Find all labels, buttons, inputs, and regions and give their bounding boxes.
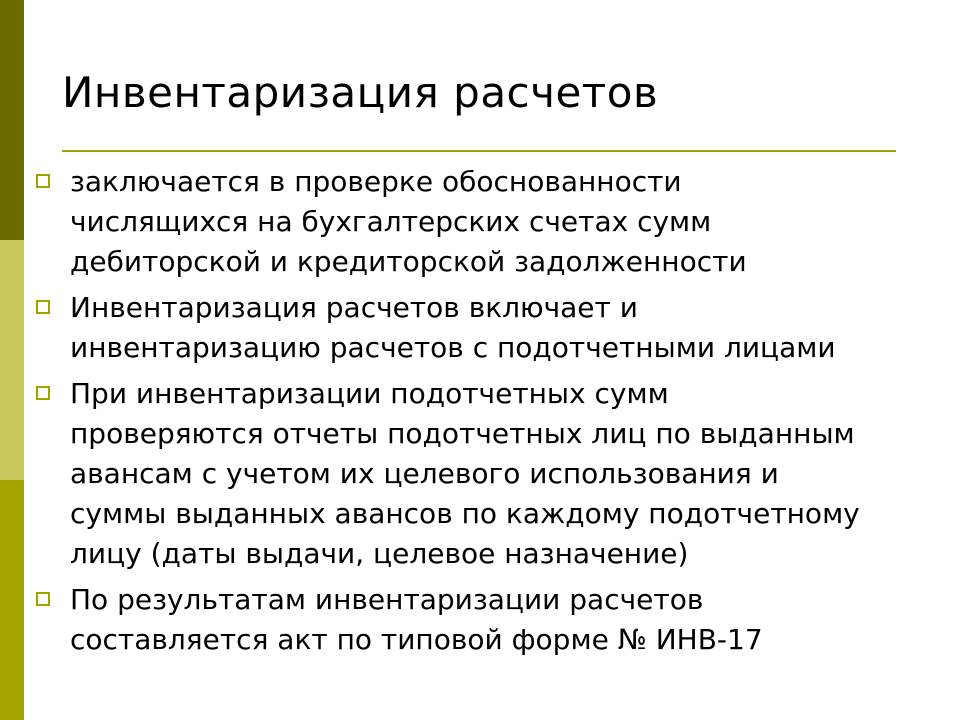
bullet-text: Инвентаризация расчетов включает и инвентаризацию расчетов с подотчетными лицами xyxy=(70,291,836,364)
square-bullet-icon xyxy=(36,300,50,314)
bullet-text: По результатам инвентаризации расчетов составляется акт по типовой форме № ИНВ-17 xyxy=(70,583,763,656)
list-item xyxy=(36,288,956,368)
sidebar-band-mid xyxy=(0,480,24,720)
square-bullet-icon xyxy=(36,174,50,188)
square-bullet-icon xyxy=(36,386,50,400)
bullet-list xyxy=(36,162,956,666)
slide-title: Инвентаризация расчетов xyxy=(62,68,659,117)
sidebar-band-light xyxy=(0,240,24,480)
sidebar-band-dark xyxy=(0,0,24,240)
list-item xyxy=(36,162,956,282)
sidebar-decoration xyxy=(0,0,24,720)
list-item xyxy=(36,580,956,660)
bullet-text: При инвентаризации подотчетных сумм проверяются отчеты подотчетных лиц по выданным авансам с учетом их целевого использования и суммы выданных авансов по каждому подотчетному лицу (даты выдачи, целевое назначение) xyxy=(70,377,860,570)
square-bullet-icon xyxy=(36,592,50,606)
list-item xyxy=(36,374,956,574)
bullet-text: заключается в проверке обоснованности числящихся на бухгалтерских счетах сумм дебиторской и кредиторской задолженности xyxy=(70,165,747,278)
title-underline xyxy=(62,150,896,152)
